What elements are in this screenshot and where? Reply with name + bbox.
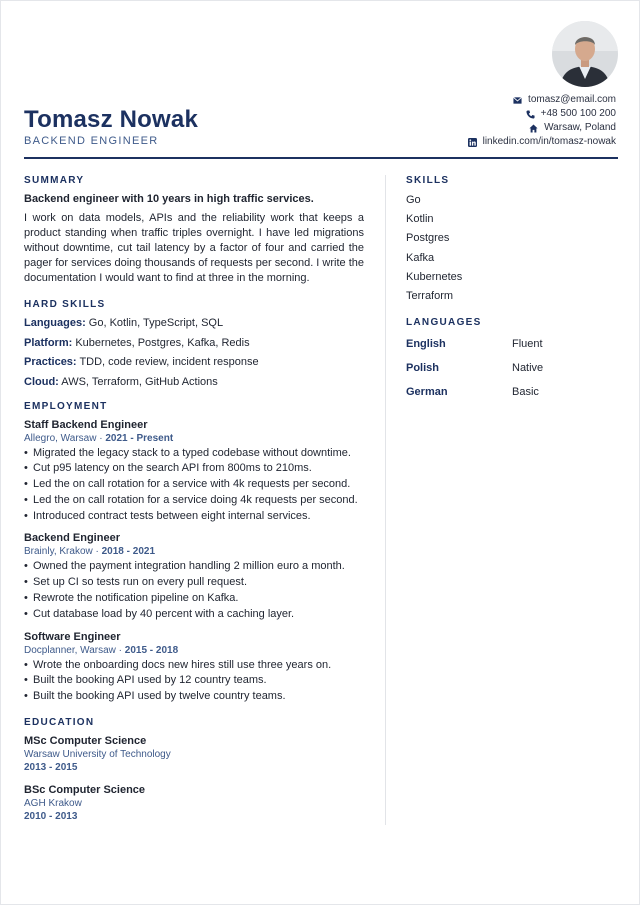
language-level: Native (512, 362, 544, 375)
job-entry (24, 630, 364, 705)
list-item: • Set up CI so tests run on every pull request. (24, 575, 364, 591)
language-row (406, 380, 618, 404)
language-name: English (406, 338, 446, 351)
list-item: Kotlin (406, 213, 434, 226)
summary-headline: Backend engineer with 10 years in high traffic services. (24, 193, 314, 205)
hard-skill-label: Practices: (24, 356, 77, 368)
list-item: • Cut p95 latency on the search API from 800ms to 210ms. (24, 461, 364, 477)
email-text: tomasz@email.com (528, 94, 616, 105)
education-school: AGH Krakow (24, 798, 82, 810)
linkedin-text: linkedin.com/in/tomasz-nowak (482, 136, 616, 147)
job-company: Allegro, Warsaw · (24, 432, 106, 444)
skills-list (406, 191, 618, 306)
header-divider (24, 157, 618, 159)
contact-phone[interactable] (468, 107, 616, 121)
summary-heading: SUMMARY (24, 175, 85, 186)
education-years: 2010 - 2013 (24, 811, 78, 823)
job-entry (24, 531, 364, 622)
job-entry-meta (24, 545, 364, 559)
column-divider (385, 175, 386, 825)
summary-text: I work on data models, APIs and the reliability work that keeps a product standing when traffic triples overnight. I have led migrations without downtime, cut tail latency by a factor of four and carried the pager for services doing thousands of requests per second. I write the documentation I would want to find at three in the morning. (24, 212, 364, 284)
sidebar-column (406, 175, 618, 404)
phone-text: +48 500 100 200 (540, 108, 616, 119)
location-text: Warsaw, Poland (544, 122, 616, 133)
job-bullets (24, 446, 364, 525)
candidate-name: Tomasz Nowak (24, 106, 198, 133)
home-icon (529, 124, 538, 133)
list-item: • Built the booking API used by twelve country teams. (24, 689, 364, 705)
job-entry-title: Staff Backend Engineer (24, 418, 148, 431)
language-row (406, 356, 618, 380)
hard-skill-row (24, 316, 364, 330)
job-title: BACKEND ENGINEER (24, 135, 159, 147)
hard-skill-label: Platform: (24, 336, 73, 349)
education-school: Warsaw University of Technology (24, 749, 171, 761)
language-name: German (406, 386, 448, 399)
hard-skill-value: Kubernetes, Postgres, Kafka, Redis (72, 336, 250, 349)
language-level: Basic (512, 386, 539, 399)
list-item: Postgres (406, 232, 450, 245)
education-entry (24, 783, 364, 823)
job-entry-title: Software Engineer (24, 630, 121, 643)
job-company: Brainly, Krakow · (24, 546, 102, 558)
education-degree: MSc Computer Science (24, 735, 147, 748)
education-years: 2013 - 2015 (24, 762, 78, 774)
list-item: • Built the booking API used by 12 country teams. (24, 673, 364, 689)
linkedin-icon (468, 138, 477, 147)
language-level: Fluent (512, 338, 543, 351)
job-years: 2021 - Present (105, 432, 174, 444)
hard-skill-value: TDD, code review, incident response (76, 356, 259, 368)
contact-linkedin[interactable] (468, 135, 616, 149)
language-name: Polish (406, 362, 440, 375)
list-item: • Migrated the legacy stack to a typed codebase without downtime. (24, 446, 364, 462)
job-years: 2015 - 2018 (124, 644, 179, 656)
contact-info (468, 93, 616, 149)
education-heading: EDUCATION (24, 717, 95, 729)
list-item: • Introduced contract tests between eight internal services. (24, 509, 364, 525)
job-entry-meta (24, 432, 364, 446)
hard-skill-row (24, 375, 364, 389)
list-item: Kubernetes (406, 270, 463, 283)
job-company: Docplanner, Warsaw · (24, 644, 125, 656)
phone-icon (526, 110, 535, 119)
contact-location (468, 121, 616, 135)
contact-email[interactable] (468, 93, 616, 107)
job-entry-meta (24, 644, 364, 658)
education-entry (24, 734, 364, 774)
languages-heading: LANGUAGES (406, 317, 482, 329)
hard-skill-label: Cloud: (24, 375, 59, 388)
job-entry (24, 418, 364, 525)
mail-icon (513, 96, 522, 105)
job-entry-title: Backend Engineer (24, 532, 120, 545)
list-item: • Wrote the onboarding docs new hires still use three years on. (24, 658, 364, 674)
list-item: • Rewrote the notification pipeline on Kafka. (24, 591, 364, 607)
list-item: • Led the on call rotation for a service with 4k requests per second. (24, 477, 364, 493)
hard-skill-value: AWS, Terraform, GitHub Actions (58, 375, 218, 388)
list-item: Go (406, 194, 421, 206)
list-item: Kafka (406, 251, 435, 264)
language-row (406, 332, 618, 356)
list-item: • Led the on call rotation for a service doing 4k requests per second. (24, 493, 364, 509)
profile-photo (552, 21, 618, 87)
job-bullets (24, 559, 364, 622)
list-item: • Owned the payment integration handling 2 million euro a month. (24, 559, 364, 575)
employment-heading: EMPLOYMENT (24, 400, 108, 412)
list-item: Terraform (406, 290, 454, 303)
skills-heading: SKILLS (406, 175, 450, 186)
main-column (24, 175, 364, 823)
hard-skill-value: Go, Kotlin, TypeScript, SQL (85, 317, 224, 329)
hard-skill-row (24, 336, 364, 350)
job-years: 2018 - 2021 (101, 546, 156, 558)
job-bullets (24, 658, 364, 705)
hard-skill-label: Languages: (24, 317, 86, 329)
education-degree: BSc Computer Science (24, 784, 146, 797)
list-item: • Cut database load by 40 percent with a caching layer. (24, 607, 364, 623)
hard-skills-heading: HARD SKILLS (24, 299, 106, 310)
languages-list (406, 332, 618, 404)
hard-skill-row (24, 355, 364, 369)
